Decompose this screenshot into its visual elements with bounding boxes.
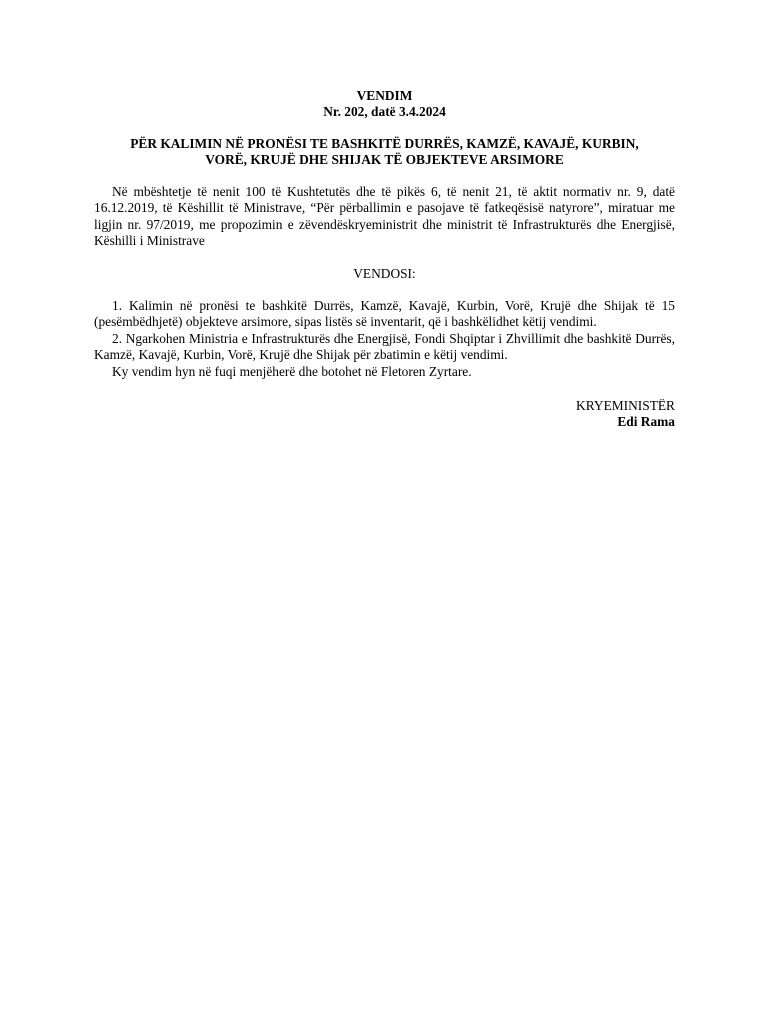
- entry-into-force-paragraph: Ky vendim hyn në fuqi menjëherë dhe botohet në Fletoren Zyrtare.: [112, 363, 472, 379]
- decision-number: Nr. 202, datë 3.4.2024: [323, 104, 446, 119]
- signature-name: Edi Rama: [617, 414, 675, 430]
- decision-title: VENDIM: [356, 88, 413, 103]
- decision-subject: PËR KALIMIN NË PRONËSI TE BASHKITË DURRËS, KAMZË, KAVAJË, KURBIN, VORË, KRUJË DHE SHIJAK TË OBJEKTEVE ARSIMORE: [130, 136, 639, 167]
- preamble-paragraph: Në mbështetje të nenit 100 të Kushtetutës dhe të pikës 6, të nenit 21, të aktit normativ nr. 9, datë 16.12.2019, të Këshillit të Ministrave, “Për përballimin e pasojave të fatkeqësisë natyrore”, miratuar me ligjin nr. 97/2019, me propozimin e zëvendëskryeministrit dhe ministrit të Infrastrukturës dhe Energjisë, Këshilli i Ministrave: [94, 184, 675, 249]
- signature-role: KRYEMINISTËR: [576, 398, 675, 414]
- decision-point-2: 2. Ngarkohen Ministria e Infrastrukturës dhe Energjisë, Fondi Shqiptar i Zhvillimit dhe bashkitë Durrës, Kamzë, Kavajë, Kurbin, Vorë, Krujë dhe Shijak për zbatimin e këtij vendimi.: [94, 330, 675, 363]
- signature-block: [94, 398, 675, 431]
- document-body: [94, 88, 675, 431]
- decision-point-1: 1. Kalimin në pronësi te bashkitë Durrës, Kamzë, Kavajë, Kurbin, Vorë, Krujë dhe Shijak të 15 (pesëmbëdhjetë) objekteve arsimore, sipas listës së inventarit, që i bashkëlidhet këtij vendimi.: [94, 298, 675, 330]
- decides-heading: VENDOSI:: [353, 265, 416, 281]
